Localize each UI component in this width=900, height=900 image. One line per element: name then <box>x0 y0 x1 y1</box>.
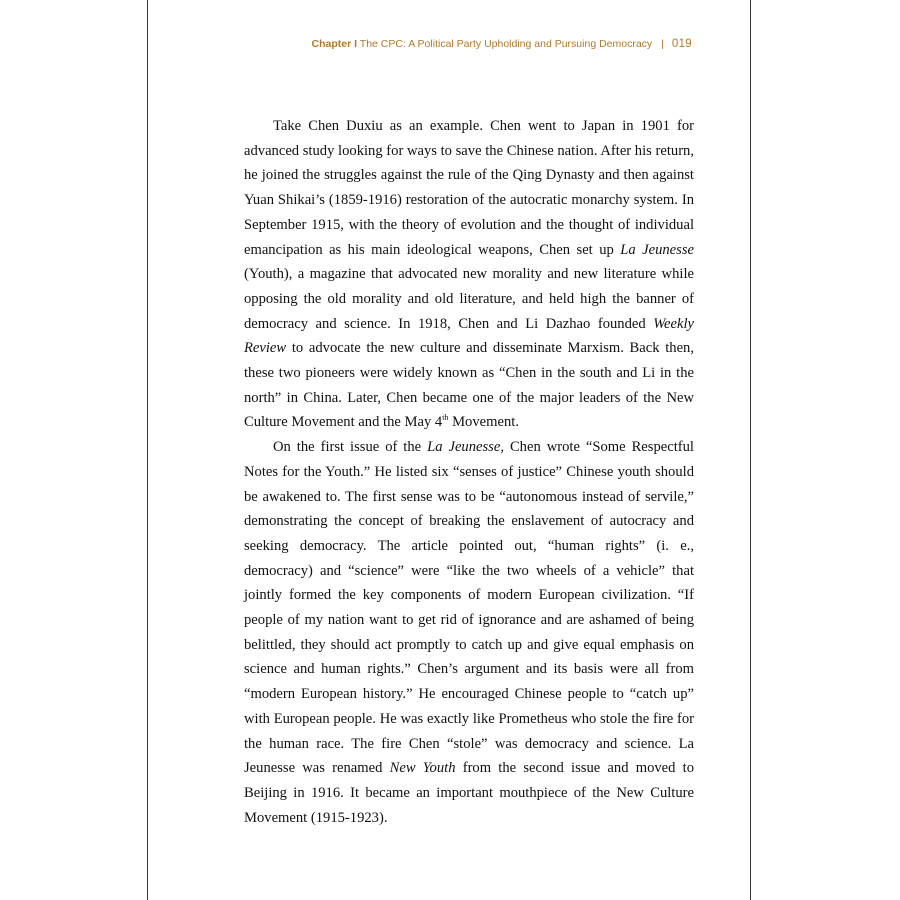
p1-title-weekly-review: Weekly Review <box>244 315 694 357</box>
running-header <box>312 38 692 50</box>
p1-text-1: Take Chen Duxiu as an example. Chen went to Japan in 1901 for advanced study looking for ways to save the Chinese nation. After his return, he joined the struggles against the rule of the Qing Dynasty and then against Yuan Shikai’s (1859-1916) restoration of the autocratic monarchy system. In September 1915, with the theory of evolution and the thought of individual emancipation as his main ideological weapons, Chen set up <box>244 118 694 258</box>
p2-text-3: from the second issue and moved to Beijing in 1916. It became an important mouthpiece of the New Culture Movement (1915-1923). <box>244 760 694 826</box>
p2-title-new-youth: New Youth <box>389 760 456 777</box>
paragraph-1 <box>244 114 694 435</box>
p2-text-2: , Chen wrote “Some Respectful Notes for the Youth.” He listed six “senses of justice” Chinese youth should be awakened to. The first sense was to be “autonomous instead of servile,” demonstrating the concept of breaking the enslavement of autocracy and seeking democracy. The article pointed out, “human rights” (i. e., democracy) and “science” were “like the two wheels of a vehicle” that jointly formed the key components of modern European civilization. “If people of my nation want to get rid of ignorance and are ashamed of being belittled, they should act promptly to catch up and give equal emphasis on science and human rights.” Chen’s argument and its basis were all from “modern European history.” He encouraged Chinese people to “catch up” with European people. He was exactly like Prometheus who stole the fire for the human race. The fire Chen “stole” was democracy and science. La Jeunesse was renamed <box>244 439 694 777</box>
p1-title-la-jeunesse: La Jeunesse <box>620 241 694 258</box>
p1-superscript: th <box>442 413 449 423</box>
book-page <box>147 0 751 900</box>
p1-text-4: Movement. <box>448 414 519 431</box>
header-separator: | <box>661 38 664 50</box>
paragraph-2 <box>244 435 694 830</box>
p1-text-3: to advocate the new culture and disseminate Marxism. Back then, these two pioneers were widely known as “Chen in the south and Li in the north” in China. Later, Chen became one of the major leaders of the New Culture Movement and the May 4 <box>244 340 694 431</box>
body-text <box>244 114 694 830</box>
p2-title-la-jeunesse: La Jeunesse <box>427 439 501 456</box>
p2-text-1: On the first issue of the <box>273 439 428 456</box>
chapter-label: Chapter I <box>311 38 358 50</box>
p1-text-2: (Youth), a magazine that advocated new morality and new literature while opposing the old morality and old literature, and held high the banner of democracy and science. In 1918, Chen and Li Dazhao founded <box>244 266 694 332</box>
chapter-title: The CPC: A Political Party Upholding and Pursuing Democracy <box>359 38 653 50</box>
page-number: 019 <box>671 38 692 50</box>
